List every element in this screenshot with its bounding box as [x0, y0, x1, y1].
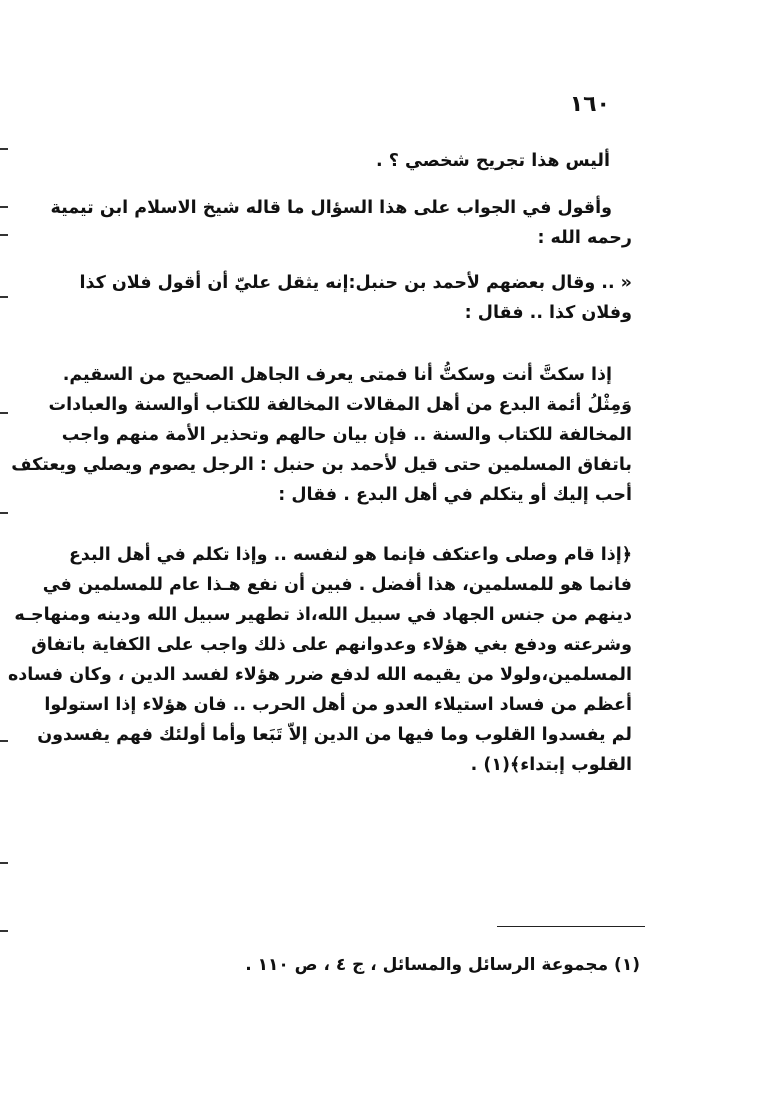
- paragraph-intro: [50, 193, 632, 253]
- scan-edge-mark: [0, 148, 8, 150]
- scan-edge-mark: [0, 206, 8, 208]
- scan-edge-mark: [0, 234, 8, 236]
- text-line: رحمه الله :: [537, 228, 632, 248]
- scan-edge-mark: [0, 512, 8, 514]
- question-text: أليس هذا تجريح شخصي ؟ .: [376, 151, 610, 171]
- text-line: وشرعته ودفع بغي هؤلاء وعدوانهم على ذلك واجب على الكفاية باتفاق: [31, 635, 632, 655]
- scan-edge-mark: [0, 296, 8, 298]
- scan-edge-mark: [0, 740, 8, 742]
- paragraph-answer: [7, 540, 632, 780]
- footnote-separator: [497, 926, 645, 927]
- text-line: وفلان كذا .. فقال :: [464, 303, 632, 323]
- text-line: أحب إليك أو يتكلم في أهل البدع . فقال :: [278, 485, 632, 505]
- text-line: وأقول في الجواب على هذا السؤال ما قاله شيخ الاسلام ابن تيمية: [50, 198, 612, 218]
- paragraph-main: [11, 360, 632, 510]
- page-number: ١٦٠: [569, 92, 610, 117]
- question-line: [150, 146, 610, 176]
- text-line: وَمِثْلُ أئمة البدع من أهل المقالات المخالفة للكتاب أوالسنة والعبادات: [48, 395, 632, 415]
- text-line: إذا سكتَّ أنت وسكتُّ أنا فمتى يعرف الجاهل الصحيح من السقيم.: [62, 365, 612, 385]
- text-line: أعظم من فساد استيلاء العدو من أهل الحرب .. فان هؤلاء إذا استولوا: [44, 695, 632, 715]
- text-line: المسلمين،ولولا من يقيمه الله لدفع ضرر هؤلاء لفسد الدين ، وكان فساده: [7, 665, 632, 685]
- text-line: لم يفسدوا القلوب وما فيها من الدين إلاّ تَبَعا وأما أولئك فهم يفسدون: [37, 725, 632, 745]
- text-line: المخالفة للكتاب والسنة .. فإن بيان حالهم وتحذير الأمة منهم واجب: [61, 425, 632, 445]
- text-line: باتفاق المسلمين حتى قيل لأحمد بن حنبل : الرجل يصوم ويصلي ويعتكف: [11, 455, 632, 475]
- scan-edge-mark: [0, 862, 8, 864]
- text-line: « .. وقال بعضهم لأحمد بن حنبل:إنه يثقل عليّ أن أقول فلان كذا: [79, 273, 632, 293]
- text-line: فانما هو للمسلمين، هذا أفضل . فبين أن نفع هـذا عام للمسلمين في: [42, 575, 632, 595]
- scan-edge-mark: [0, 412, 8, 414]
- scan-edge-mark: [0, 930, 8, 932]
- footnote: (١) مجموعة الرسائل والمسائل ، ج ٤ ، ص ١١٠ .: [245, 955, 640, 975]
- text-line: ﴿إذا قام وصلى واعتكف فإنما هو لنفسه .. وإذا تكلم في أهل البدع: [68, 545, 632, 565]
- text-line: القلوب إبتداء﴾(١) .: [470, 755, 632, 775]
- paragraph-quote-start: [79, 268, 632, 328]
- text-line: دينهم من جنس الجهاد في سبيل الله،اذ تطهير سبيل الله ودينه ومنهاجـه: [14, 605, 632, 625]
